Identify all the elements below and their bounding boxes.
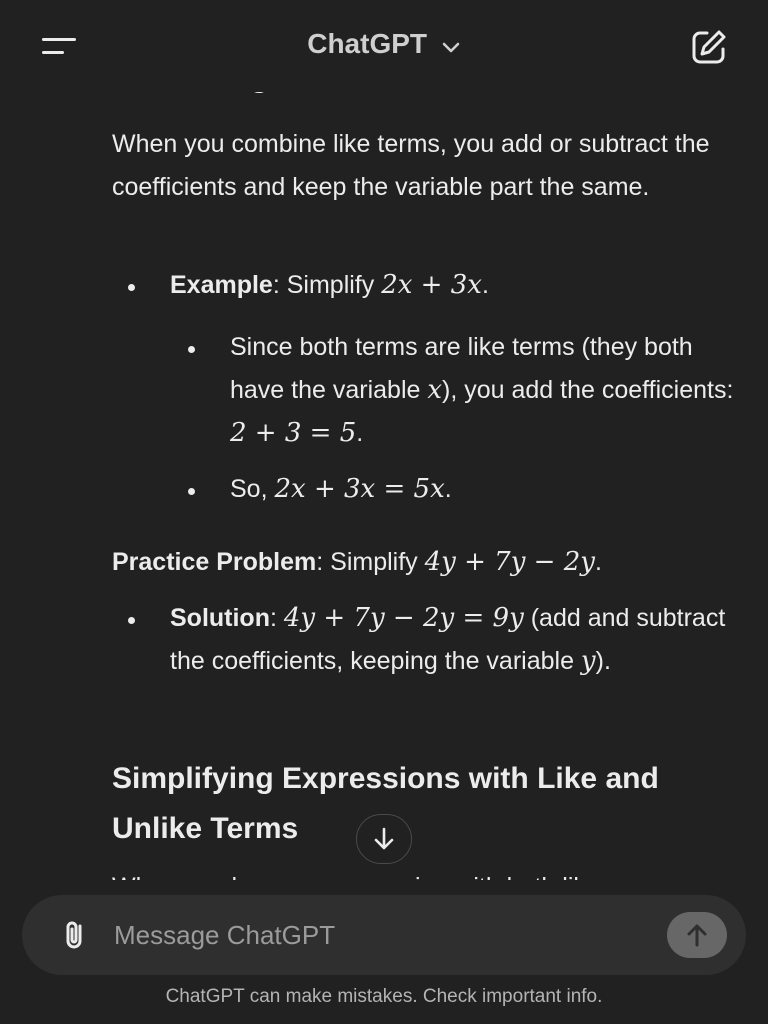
practice-expression: 4y + 7y − 2y [424, 547, 595, 577]
list-item-example [170, 264, 750, 307]
message-input[interactable] [114, 913, 634, 957]
solution-expression: 4y + 7y − 2y = 9y [283, 603, 524, 633]
solution-text-a: (add and subtract the coefficients, keeping the variable [170, 604, 726, 675]
bullet-icon [128, 284, 135, 291]
example-expression: 2x + 3x [381, 270, 482, 300]
result-lead: So, [230, 475, 275, 503]
app-title: ChatGPT [307, 28, 427, 59]
solution-lead: : [269, 604, 284, 632]
practice-problem [112, 541, 752, 584]
practice-lead: : Simplify [316, 548, 425, 576]
bullet-icon [188, 346, 195, 353]
send-button[interactable] [667, 912, 727, 958]
result-expression: 2x + 3x = 5x [274, 474, 445, 504]
chevron-down-icon [441, 30, 461, 62]
chat-message-content [112, 60, 752, 894]
practice-label: Practice Problem [112, 548, 317, 576]
disclaimer-text: ChatGPT can make mistakes. Check important info. [165, 986, 603, 1007]
explanation-expression: 2 + 3 = 5 [230, 418, 357, 448]
explanation-end: . [356, 419, 364, 447]
scroll-down-button[interactable] [356, 814, 412, 864]
new-chat-icon[interactable] [690, 28, 728, 66]
paperclip-icon[interactable] [58, 917, 92, 953]
example-lead: : Simplify [272, 271, 382, 299]
explanation-variable: x [427, 375, 443, 405]
arrow-up-icon [684, 921, 710, 949]
intro-paragraph: When you combine like terms, you add or subtract the coefficients and keep the variable part the same. [112, 130, 710, 201]
list-item-result [230, 468, 750, 511]
example-end: . [481, 271, 489, 299]
section-heading: Simplifying Expressions with Like and Unlike Terms [112, 762, 659, 845]
result-end: . [444, 475, 452, 503]
explanation-text-a: Since both terms are like terms (they both have the variable [230, 333, 693, 404]
bullet-icon [128, 617, 135, 624]
solution-variable: y [580, 646, 596, 676]
arrow-down-icon [372, 826, 396, 852]
top-bar [0, 0, 768, 92]
list-item-explanation [230, 326, 750, 455]
list-item-solution [170, 597, 752, 683]
solution-text-b: ). [595, 647, 611, 675]
message-composer [22, 895, 746, 975]
explanation-text-b: ), you add the coefficients: [442, 376, 734, 404]
example-label: Example [170, 271, 273, 299]
bullet-icon [188, 488, 195, 495]
model-selector[interactable] [0, 28, 768, 62]
practice-end: . [594, 548, 602, 576]
solution-label: Solution [170, 604, 270, 632]
